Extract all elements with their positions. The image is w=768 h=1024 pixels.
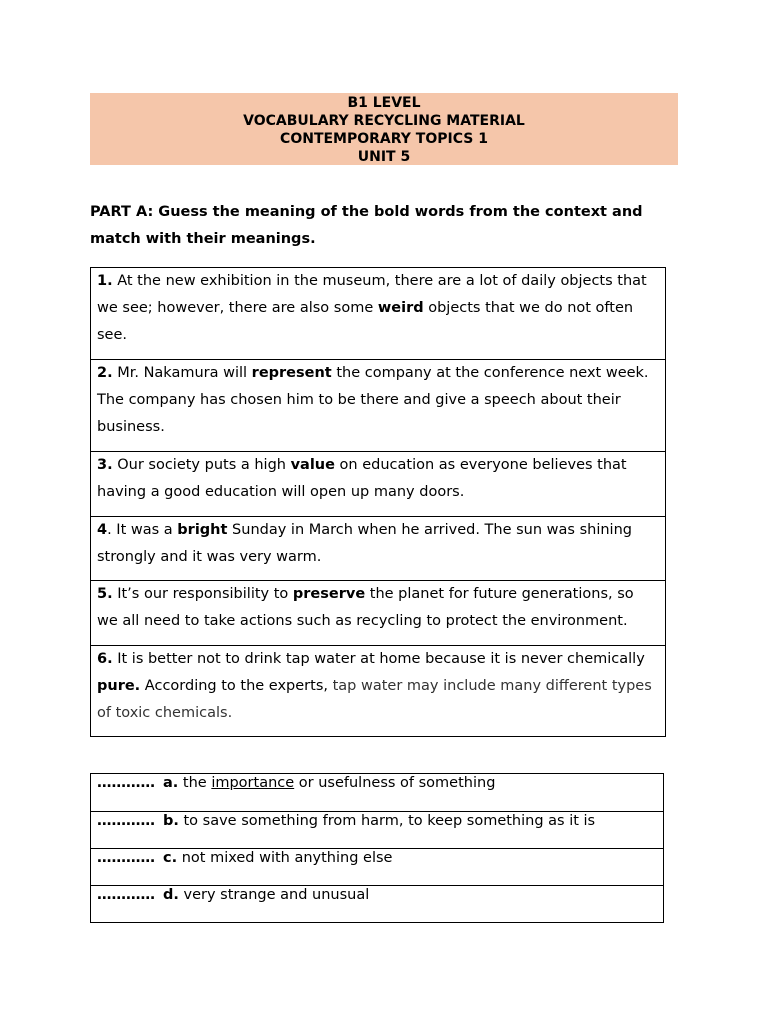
sentence-number: 2. [97, 365, 113, 381]
sentence-row [91, 268, 665, 359]
sentence-row [91, 645, 665, 736]
sentence-number: 4 [97, 522, 108, 538]
level-title: B1 LEVEL [347, 95, 421, 111]
target-word: bright [177, 522, 228, 538]
unit-title: UNIT 5 [357, 149, 411, 165]
target-word: preserve [292, 586, 366, 602]
answer-blank[interactable]: ………… [97, 850, 155, 866]
sentence-text: the company at the conference next week. The company has chosen him to be there and give a speech about their business. [97, 365, 649, 435]
sentence-number: 6. [97, 651, 113, 667]
definition-letter: c. [163, 850, 178, 866]
part-a-instructions: PART A: Guess the meaning of the bold words from the context and match with their meanings. [90, 204, 643, 247]
target-word: weird [377, 300, 424, 316]
definition-text: the [178, 775, 212, 791]
definition-text: to save something from harm, to keep something as it is [183, 813, 596, 829]
definition-letter: b. [163, 813, 179, 829]
course-title: CONTEMPORARY TOPICS 1 [280, 131, 488, 147]
material-title: VOCABULARY RECYCLING MATERIAL [243, 113, 525, 129]
definition-row [91, 848, 663, 885]
definition-underlined-word: importance [211, 775, 295, 791]
answer-blank[interactable]: ………… [97, 813, 155, 829]
target-word: pure. [97, 678, 141, 694]
sentence-text: According to the experts, [140, 678, 333, 694]
sentence-number: 5. [97, 586, 113, 602]
title-banner [90, 93, 678, 165]
sentence-text: It’s our responsibility to [112, 586, 293, 602]
sentence-text: . It was a [107, 522, 178, 538]
definition-letter: d. [163, 887, 179, 903]
definition-text: or usefulness of something [294, 775, 496, 791]
definition-row [91, 774, 663, 811]
sentence-text: Our society puts a high [112, 457, 291, 473]
sentence-row [91, 580, 665, 645]
sentence-row [91, 451, 665, 516]
answer-blank[interactable]: ………… [97, 775, 155, 791]
answer-blank[interactable]: ………… [97, 887, 155, 903]
definitions-table [90, 773, 664, 923]
definition-text: very strange and unusual [183, 887, 370, 903]
sentence-row [91, 359, 665, 451]
definition-row [91, 885, 663, 922]
target-word: value [290, 457, 335, 473]
definition-text: not mixed with anything else [181, 850, 393, 866]
sentence-text-grey: tap water may include many different types of toxic chemicals. [97, 678, 652, 721]
sentence-number: 1. [97, 273, 113, 289]
sentence-text: on education as everyone believes that having a good education will open up many doors. [97, 457, 627, 500]
sentence-text: the planet for future generations, so we all need to take actions such as recycling to protect the environment. [97, 586, 634, 629]
sentence-text: At the new exhibition in the museum, there are a lot of daily objects that we see; however, there are also some [97, 273, 647, 316]
target-word: represent [251, 365, 332, 381]
sentence-number: 3. [97, 457, 113, 473]
sentence-text: It is better not to drink tap water at home because it is never chemically [112, 651, 645, 667]
sentence-text: Sunday in March when he arrived. The sun was shining strongly and it was very warm. [97, 522, 632, 565]
sentences-table [90, 267, 666, 737]
sentence-row [91, 516, 665, 580]
sentence-text: objects that we do not often see. [97, 300, 634, 343]
definition-letter: a. [163, 775, 179, 791]
definition-row [91, 811, 663, 848]
sentence-text: Mr. Nakamura will [112, 365, 252, 381]
